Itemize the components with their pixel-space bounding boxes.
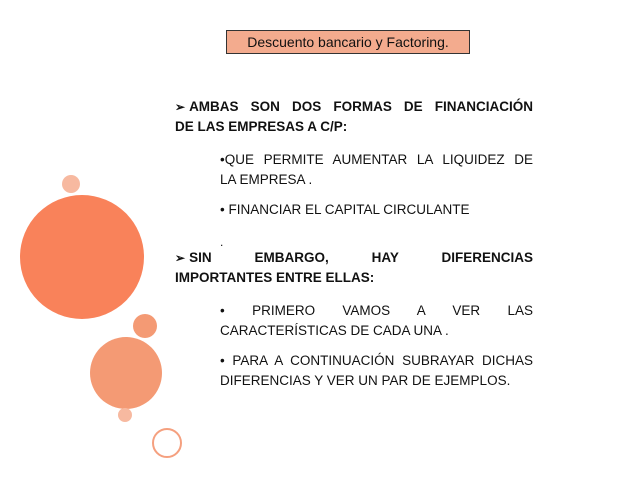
list-item	[220, 150, 533, 190]
decorative-circle-right	[133, 314, 157, 338]
list-item-line1: • PRIMERO VAMOS A VER LAS	[220, 303, 533, 318]
list-item	[220, 301, 533, 341]
list-item-line1: •QUE PERMITE AUMENTAR LA LIQUIDEZ DE	[220, 152, 533, 167]
section1-dot: .	[220, 235, 224, 249]
decorative-circle-large	[20, 195, 144, 319]
decorative-circle-medium	[90, 337, 162, 409]
section1-heading	[175, 97, 533, 137]
decorative-circle-outline	[152, 428, 182, 458]
decorative-circle-top-small	[62, 175, 80, 193]
section2-heading-line1: SIN EMBARGO, HAY DIFERENCIAS	[189, 250, 533, 265]
list-item	[220, 200, 533, 220]
list-item-line1: • PARA A CONTINUACIÓN SUBRAYAR DICHAS	[220, 353, 533, 368]
decorative-circle-bottom-small	[118, 408, 132, 422]
list-item-line2: DIFERENCIAS Y VER UN PAR DE EJEMPLOS.	[220, 373, 511, 388]
slide-title	[226, 30, 470, 54]
section2-heading-line2: IMPORTANTES ENTRE ELLAS:	[175, 270, 375, 285]
section1-heading-line2: DE LAS EMPRESAS A C/P:	[175, 119, 348, 134]
list-item	[220, 351, 533, 391]
section1-heading-line1: AMBAS SON DOS FORMAS DE FINANCIACIÓN	[189, 99, 533, 114]
section2-heading	[175, 248, 533, 288]
list-item-line2: LA EMPRESA .	[220, 172, 313, 187]
slide-title-text: Descuento bancario y Factoring.	[247, 34, 449, 50]
arrow-bullet-icon: ➢	[175, 251, 186, 265]
arrow-bullet-icon: ➢	[175, 100, 186, 114]
list-item-line1: • FINANCIAR EL CAPITAL CIRCULANTE	[220, 202, 470, 217]
list-item-line2: CARACTERÍSTICAS DE CADA UNA .	[220, 323, 449, 338]
